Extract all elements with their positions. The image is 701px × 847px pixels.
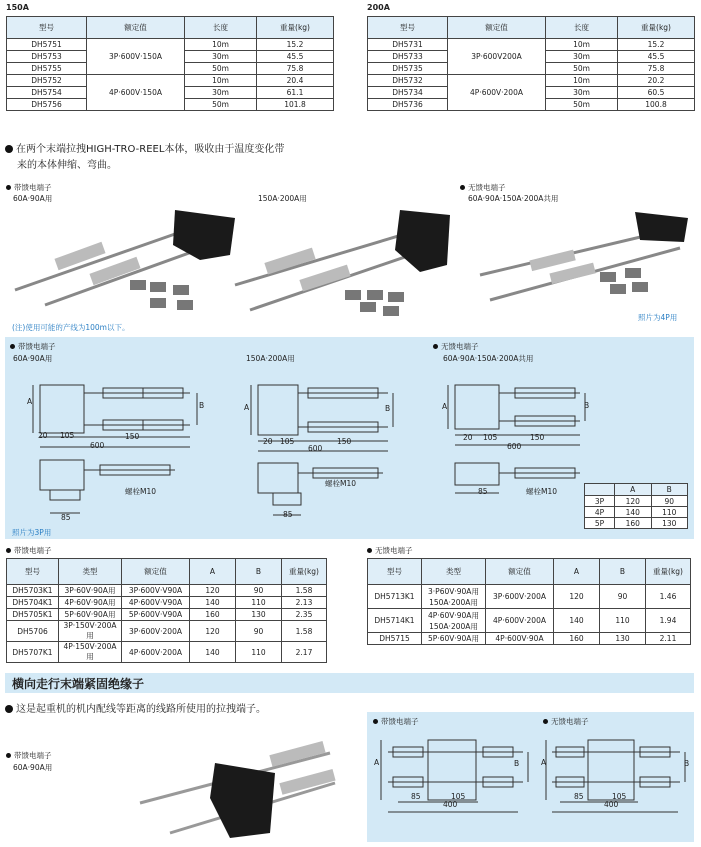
dim-105: 105 <box>612 792 627 801</box>
cell: 4P·60V·90A用 150A·200A用 <box>422 609 486 633</box>
dim-400: 400 <box>604 800 619 809</box>
th: 型号 <box>368 559 422 585</box>
dim-105: 105 <box>280 437 295 446</box>
photo-nofed <box>470 200 695 310</box>
th: 重量(kg) <box>282 559 327 585</box>
cell: 3P·60V·90A用 <box>59 585 122 597</box>
th: 重量(kg) <box>618 17 695 39</box>
cell: 10m <box>546 39 618 51</box>
drawing-insulator-nofed <box>540 730 690 830</box>
cell: DH5732 <box>368 75 448 87</box>
cell: 110 <box>651 507 688 518</box>
cell: 4P·600V·150A <box>87 75 185 111</box>
cell: 130 <box>236 609 282 621</box>
cell: 5P <box>585 518 615 529</box>
cell: 10m <box>185 75 257 87</box>
cell: 3P <box>585 496 615 507</box>
section2-fed-label: 带馈电端子 <box>6 750 52 761</box>
section2-text: 这是起重机的机内配线等距离的线路所使用的拉拽端子。 <box>5 700 266 715</box>
bullet-icon <box>543 719 548 724</box>
cell: 4P·600V·200A <box>486 609 554 633</box>
photo-fed-150a <box>225 200 455 320</box>
cell: 160 <box>615 518 652 529</box>
cell: DH5751 <box>7 39 87 51</box>
cell: DH5714K1 <box>368 609 422 633</box>
cell: 160 <box>190 609 236 621</box>
cell: 130 <box>600 633 646 645</box>
cell: 20.2 <box>618 75 695 87</box>
th: B <box>600 559 646 585</box>
cell: 4P·600V·200A <box>122 642 190 663</box>
th: 类型 <box>422 559 486 585</box>
th: 额定值 <box>87 17 185 39</box>
drawing-photo-note: 照片为3P用 <box>12 528 52 537</box>
th: B <box>236 559 282 585</box>
cell: DH5736 <box>368 99 448 111</box>
photo-fed-60a <box>5 200 235 320</box>
dim-150: 150 <box>337 437 352 446</box>
cell: 160 <box>554 633 600 645</box>
th: 额定值 <box>448 17 546 39</box>
bullet-icon <box>6 753 11 758</box>
photo-nofed-sub: 60A·90A·150A·200A共用 <box>468 194 559 203</box>
dim-20: 20 <box>463 433 473 442</box>
th: A <box>190 559 236 585</box>
dim-150: 150 <box>530 433 545 442</box>
dim-b: B <box>684 759 690 768</box>
cell: DH5705K1 <box>7 609 59 621</box>
cell: 2.13 <box>282 597 327 609</box>
bullet-icon <box>433 344 438 349</box>
dim-b: B <box>514 759 520 768</box>
cell: DH5734 <box>368 87 448 99</box>
cell: 3P·600V·V90A <box>122 585 190 597</box>
cell: 101.8 <box>257 99 334 111</box>
bullet-icon <box>367 548 372 553</box>
cell: 3P·600V·150A <box>87 39 185 75</box>
cell: 120 <box>554 585 600 609</box>
cell: 45.5 <box>618 51 695 63</box>
nofed-terminal-table <box>367 558 691 645</box>
dim-600: 600 <box>90 441 105 450</box>
section1-line1: 在两个末端拉拽HIGH-TRO-REEL本体，吸收由于温度变化带 <box>5 140 284 155</box>
cell: 30m <box>185 51 257 63</box>
dim-a: A <box>374 758 380 767</box>
dim-20: 20 <box>38 431 48 440</box>
cell: DH5707K1 <box>7 642 59 663</box>
photo-fed-sub: 60A·90A用 <box>13 194 53 203</box>
cell: 120 <box>190 621 236 642</box>
dim-a: A <box>244 403 250 412</box>
dim-b: B <box>584 401 590 410</box>
nofed-table-caption: 无馈电端子 <box>367 545 413 556</box>
cell: 90 <box>236 621 282 642</box>
cell: 50m <box>546 63 618 75</box>
draw-fed-sub2: 150A·200A用 <box>246 354 295 363</box>
cell: 1.58 <box>282 621 327 642</box>
cell: 120 <box>190 585 236 597</box>
banner-title: 横向走行末端紧固绝缘子 <box>12 677 145 691</box>
drawing-fed-60a <box>25 375 215 525</box>
cell: 61.1 <box>257 87 334 99</box>
cell: 15.2 <box>257 39 334 51</box>
cell: 2.35 <box>282 609 327 621</box>
cell: DH5703K1 <box>7 585 59 597</box>
fed-terminal-table <box>6 558 327 663</box>
th: 型号 <box>7 17 87 39</box>
fed-table-caption: 带馈电端子 <box>6 545 52 556</box>
cell: DH5752 <box>7 75 87 87</box>
dim-20: 20 <box>263 437 273 446</box>
dim-600: 600 <box>308 444 323 453</box>
cell: 140 <box>554 609 600 633</box>
cell: 140 <box>190 642 236 663</box>
photo-note-bottom: (注)使用可能的产线为100m以下。 <box>12 323 130 332</box>
cell: 5P·60V·90A用 <box>59 609 122 621</box>
section2-draw-fed: 带馈电端子 <box>373 716 419 727</box>
photo-fed-sub2: 150A·200A用 <box>258 194 307 203</box>
cell: 1.58 <box>282 585 327 597</box>
cell: 30m <box>546 87 618 99</box>
cell: 90 <box>236 585 282 597</box>
cell: 140 <box>615 507 652 518</box>
bolt-label: 螺栓M10 <box>526 487 558 496</box>
bullet-icon <box>460 185 465 190</box>
cell: 3P·600V·200A <box>486 585 554 609</box>
th: 类型 <box>59 559 122 585</box>
bolt-label: 螺栓M10 <box>125 487 157 496</box>
draw-nofed-label: 无馈电端子 <box>433 341 479 352</box>
cell: DH5754 <box>7 87 87 99</box>
dim-b: B <box>385 404 391 413</box>
cell: DH5715 <box>368 633 422 645</box>
cell: 4P·600V·90A <box>486 633 554 645</box>
th: 型号 <box>7 559 59 585</box>
cell: 4P·60V·90A用 <box>59 597 122 609</box>
bullet-icon <box>6 548 11 553</box>
cell: 2.11 <box>646 633 691 645</box>
cell: 60.5 <box>618 87 695 99</box>
bullet-icon <box>10 344 15 349</box>
cell: DH5756 <box>7 99 87 111</box>
cell: 45.5 <box>257 51 334 63</box>
dim-85: 85 <box>411 792 421 801</box>
dim-85: 85 <box>283 510 293 519</box>
th: 额定值 <box>122 559 190 585</box>
photo-note-right: 照片为4P用 <box>638 313 678 322</box>
dim-105: 105 <box>60 431 75 440</box>
bullet-icon <box>6 185 11 190</box>
bullet-icon <box>5 705 13 713</box>
cell: 4P·600V·200A <box>448 75 546 111</box>
cell: 5P·600V·V90A <box>122 609 190 621</box>
dim-a: A <box>442 402 448 411</box>
draw-fed-sub: 60A·90A用 <box>13 354 53 363</box>
cell: 50m <box>546 99 618 111</box>
cell: 3P·600V·200A <box>122 621 190 642</box>
dim-150: 150 <box>125 432 140 441</box>
dim-105: 105 <box>451 792 466 801</box>
cell: 10m <box>185 39 257 51</box>
cell: DH5713K1 <box>368 585 422 609</box>
table-150a <box>6 16 334 111</box>
cell: 10m <box>546 75 618 87</box>
draw-nofed-sub: 60A·90A·150A·200A共用 <box>443 354 534 363</box>
dim-85: 85 <box>478 487 488 496</box>
cell: 1.46 <box>646 585 691 609</box>
table-200a <box>367 16 695 111</box>
table-200a-caption: 200A <box>367 3 390 12</box>
draw-fed-label: 带馈电端子 <box>10 341 56 352</box>
th: A <box>554 559 600 585</box>
th: A <box>615 484 652 496</box>
bolt-label: 螺栓M10 <box>325 479 357 488</box>
dim-85: 85 <box>574 792 584 801</box>
cell: 30m <box>185 87 257 99</box>
cell: 50m <box>185 63 257 75</box>
th: 长度 <box>185 17 257 39</box>
cell: 2.17 <box>282 642 327 663</box>
cell: 130 <box>651 518 688 529</box>
bullet-icon <box>373 719 378 724</box>
dim-a: A <box>27 397 33 406</box>
cell: 4P·600V·V90A <box>122 597 190 609</box>
cell: DH5755 <box>7 63 87 75</box>
cell: 1.94 <box>646 609 691 633</box>
cell: 110 <box>236 597 282 609</box>
cell: 30m <box>546 51 618 63</box>
dim-105: 105 <box>483 433 498 442</box>
cell: DH5706 <box>7 621 59 642</box>
th: 重量(kg) <box>257 17 334 39</box>
cell: 75.8 <box>257 63 334 75</box>
th: 长度 <box>546 17 618 39</box>
cell: DH5735 <box>368 63 448 75</box>
dim-b: B <box>199 401 205 410</box>
th: B <box>651 484 688 496</box>
section2-draw-nofed: 无馈电端子 <box>543 716 589 727</box>
cell: 3·P60V·90A用 150A·200A用 <box>422 585 486 609</box>
cell: 75.8 <box>618 63 695 75</box>
cell: 4P <box>585 507 615 518</box>
cell: DH5731 <box>368 39 448 51</box>
ab-dimension-table <box>584 483 688 529</box>
cell: 100.8 <box>618 99 695 111</box>
section2-fed-sub: 60A·90A用 <box>13 763 53 772</box>
th <box>585 484 615 496</box>
cell: 90 <box>651 496 688 507</box>
cell: DH5733 <box>368 51 448 63</box>
th: 重量(kg) <box>646 559 691 585</box>
cell: DH5753 <box>7 51 87 63</box>
cell: 3P·150V·200A用 <box>59 621 122 642</box>
photo-insulator <box>130 738 350 843</box>
cell: 15.2 <box>618 39 695 51</box>
cell: 110 <box>236 642 282 663</box>
drawing-fed-150a <box>243 375 403 525</box>
section1-line2: 来的本体伸缩、弯曲。 <box>17 160 117 171</box>
th: 型号 <box>368 17 448 39</box>
cell: 4P·150V·200A用 <box>59 642 122 663</box>
dim-a: A <box>541 758 547 767</box>
drawing-insulator-fed <box>373 730 533 830</box>
cell: 50m <box>185 99 257 111</box>
cell: 110 <box>600 609 646 633</box>
cell: 3P·600V200A <box>448 39 546 75</box>
dim-600: 600 <box>507 442 522 451</box>
photo-nofed-label: 无馈电端子 <box>460 182 506 193</box>
cell: 5P·60V·90A用 <box>422 633 486 645</box>
cell: 90 <box>600 585 646 609</box>
dim-400: 400 <box>443 800 458 809</box>
cell: DH5704K1 <box>7 597 59 609</box>
table-150a-caption: 150A <box>6 3 29 12</box>
bullet-icon <box>5 145 13 153</box>
cell: 140 <box>190 597 236 609</box>
dim-85: 85 <box>61 513 71 522</box>
th: 额定值 <box>486 559 554 585</box>
cell: 120 <box>615 496 652 507</box>
cell: 20.4 <box>257 75 334 87</box>
photo-fed-label: 带馈电端子 <box>6 182 52 193</box>
